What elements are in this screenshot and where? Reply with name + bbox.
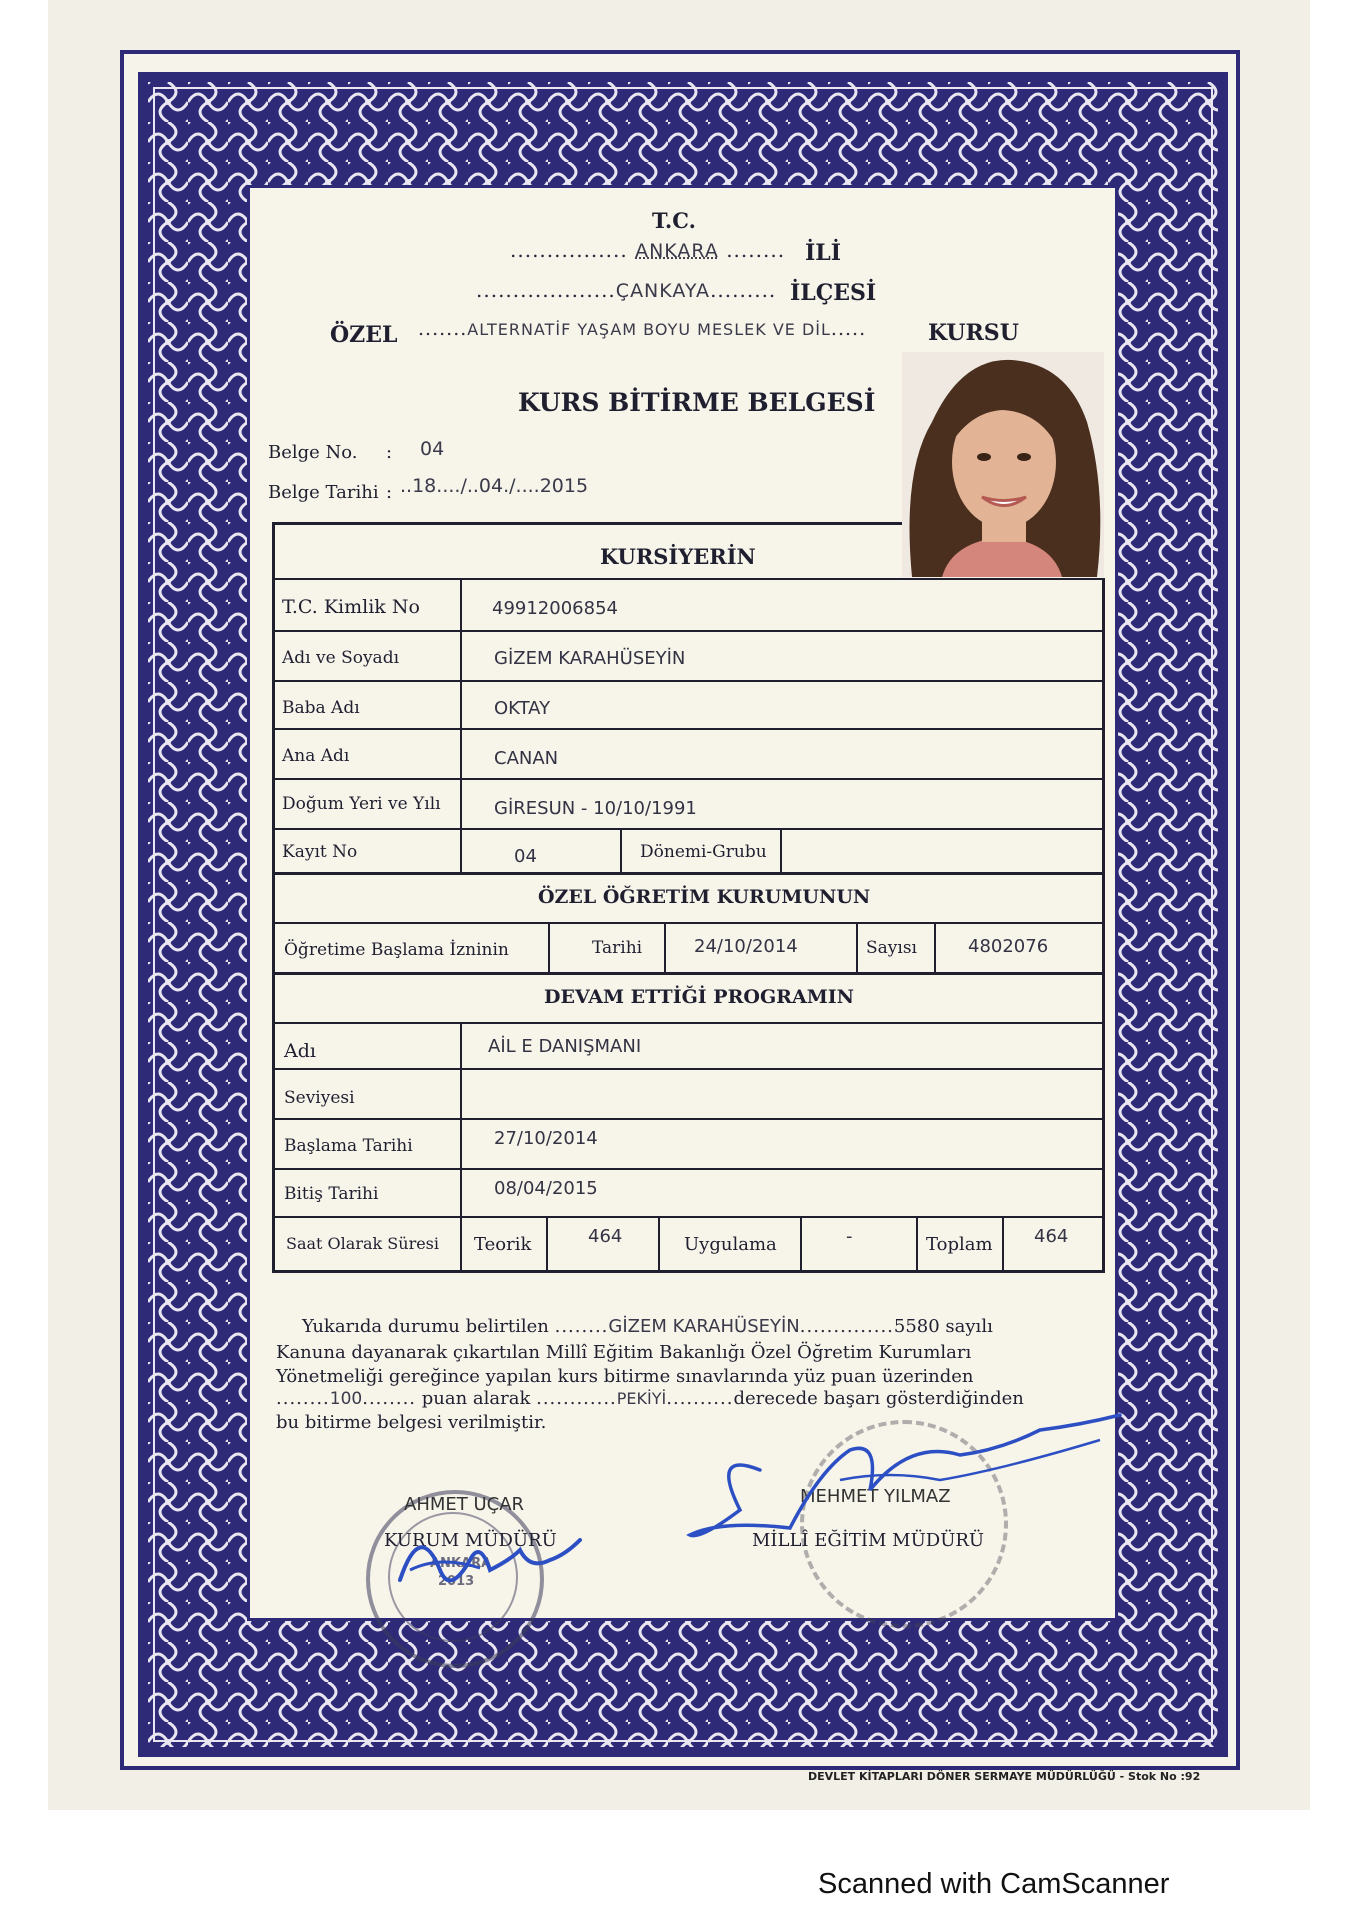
ozel-label: ÖZEL xyxy=(330,322,398,348)
il-value: ANKARA xyxy=(635,240,719,262)
teorik-label: Teorik xyxy=(474,1234,532,1255)
statement-puan: puan alarak xyxy=(421,1388,531,1409)
statement-name: GİZEM KARAHÜSEYİN xyxy=(608,1316,800,1337)
ad-soyad-label: Adı ve Soyadı xyxy=(282,648,400,668)
seviye-label: Seviyesi xyxy=(284,1088,355,1108)
program-adi-label: Adı xyxy=(284,1040,316,1062)
il-dots: ................ ANKARA ........ xyxy=(510,238,786,262)
kurs-value: ALTERNATİF YAŞAM BOYU MESLEK VE DİL xyxy=(467,320,831,339)
right-signature xyxy=(680,1410,1140,1570)
sure-label: Saat Olarak Süresi xyxy=(286,1234,440,1253)
ad-soyad-value: GİZEM KARAHÜSEYİN xyxy=(494,648,686,669)
statement-line1: Yukarıda durumu belirtilen ........GİZEM KARAHÜSEYİN..............5580 sayılı xyxy=(302,1316,993,1337)
section-kursiyer-title: KURSİYERİN xyxy=(600,544,756,569)
publisher-note: DEVLET KİTAPLARI DÖNER SERMAYE MÜDÜRLÜĞÜ - Stok No :92 xyxy=(808,1770,1201,1783)
donem-grubu-label: Dönemi-Grubu xyxy=(640,842,767,862)
statement-line2: Kanuna dayanarak çıkartılan Millî Eğitim Bakanlığı Özel Öğretim Kurumları xyxy=(276,1342,972,1363)
il-label: İLİ xyxy=(805,240,842,266)
kurs-dots: .......ALTERNATİF YAŞAM BOYU MESLEK VE DİL..... xyxy=(418,318,867,340)
statement-degree: PEKİYİ xyxy=(616,1389,667,1408)
kurum-tarih-label: Tarihi xyxy=(592,938,643,958)
sayi-label: Sayısı xyxy=(866,938,917,958)
stamp-year: 2013 xyxy=(438,1574,475,1589)
belge-tarih-label: Belge Tarihi xyxy=(268,482,379,503)
belge-tarih-colon: : xyxy=(386,482,393,503)
belge-no-colon: : xyxy=(386,442,393,463)
section-kurum-title: ÖZEL ÖĞRETİM KURUMUNUN xyxy=(538,886,871,908)
belge-tarih-day: 18 xyxy=(412,475,437,497)
baba-adi-value: OKTAY xyxy=(494,698,551,719)
ilce-label: İLÇESİ xyxy=(790,280,877,306)
camscanner-watermark: Scanned with CamScanner xyxy=(818,1868,1170,1900)
toplam-value: 464 xyxy=(1034,1226,1069,1247)
statement-line1-start: Yukarıda durumu belirtilen xyxy=(302,1316,549,1337)
belge-tarih-year: 2015 xyxy=(539,475,589,497)
kayit-no-label: Kayıt No xyxy=(282,842,358,862)
left-signer-title: KURUM MÜDÜRÜ xyxy=(384,1530,557,1551)
sayi-value: 4802076 xyxy=(968,936,1049,957)
ilce-value: ÇANKAYA xyxy=(615,280,711,302)
bitis-value: 08/04/2015 xyxy=(494,1178,598,1199)
tc-kimlik-value: 49912006854 xyxy=(492,598,618,619)
statement-score: 100 xyxy=(329,1389,363,1409)
tc-kimlik-label: T.C. Kimlik No xyxy=(282,596,420,618)
dogum-label: Doğum Yeri ve Yılı xyxy=(282,794,441,814)
statement-law: 5580 sayılı xyxy=(893,1316,993,1337)
section-program-title: DEVAM ETTİĞİ PROGRAMIN xyxy=(544,986,854,1008)
belge-no-value: 04 xyxy=(420,438,445,460)
ana-adi-value: CANAN xyxy=(494,748,559,769)
portrait-image xyxy=(902,352,1104,577)
document-title: KURS BİTİRME BELGESİ xyxy=(518,388,876,417)
right-signer-title: MİLLÎ EĞİTİM MÜDÜRÜ xyxy=(752,1530,985,1551)
left-signer-name: AHMET UÇAR xyxy=(404,1494,525,1515)
ana-adi-label: Ana Adı xyxy=(282,746,350,766)
ilce-dots: ...................ÇANKAYA......... xyxy=(476,278,777,302)
program-adi-value: AİL E DANIŞMANI xyxy=(488,1036,642,1057)
bitis-label: Bitiş Tarihi xyxy=(284,1184,379,1204)
statement-line4: ........100........ puan alarak ............PEKİYİ..........derecede başarı gösterdiğinden xyxy=(276,1388,1024,1409)
teorik-value: 464 xyxy=(588,1226,623,1247)
toplam-label: Toplam xyxy=(926,1234,993,1255)
uygulama-value: - xyxy=(846,1226,853,1247)
kursu-label: KURSU xyxy=(928,320,1019,346)
belge-tarih-month: 04 xyxy=(478,475,504,497)
baslama-label: Başlama Tarihi xyxy=(284,1136,413,1156)
statement-derece: derecede başarı gösterdiğinden xyxy=(733,1388,1024,1409)
baslama-value: 27/10/2014 xyxy=(494,1128,598,1149)
stamp-city: ANKARA xyxy=(430,1556,492,1571)
statement-line3: Yönetmeliği gereğince yapılan kurs bitirme sınavlarında yüz puan üzerinden xyxy=(276,1366,974,1387)
statement-line5: bu bitirme belgesi verilmiştir. xyxy=(276,1412,547,1433)
student-photo xyxy=(902,352,1104,577)
belge-tarih-value: ..18..../..04./....2015 xyxy=(400,475,589,497)
dogum-value: GİRESUN - 10/10/1991 xyxy=(494,798,697,819)
uygulama-label: Uygulama xyxy=(684,1234,777,1255)
left-signature xyxy=(380,1500,600,1610)
baba-adi-label: Baba Adı xyxy=(282,698,360,718)
izin-label: Öğretime Başlama İzninin xyxy=(284,940,509,960)
right-signer-name: MEHMET YILMAZ xyxy=(800,1486,951,1507)
kurum-tarih-value: 24/10/2014 xyxy=(694,936,798,957)
header-tc: T.C. xyxy=(652,208,696,233)
kayit-no-value: 04 xyxy=(514,846,537,867)
belge-no-label: Belge No. xyxy=(268,442,358,463)
